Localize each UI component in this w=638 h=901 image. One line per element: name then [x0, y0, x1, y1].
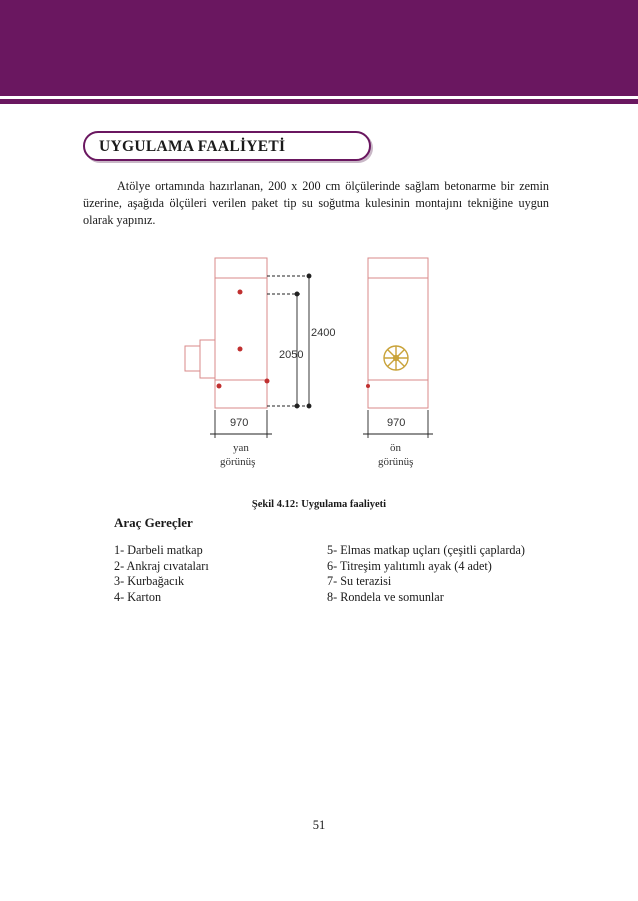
side-view-side-panel — [200, 340, 215, 378]
side-view-label-1: yan — [233, 442, 249, 454]
list-item: 8- Rondela ve somunlar — [327, 589, 444, 604]
list-item: 1- Darbeli matkap — [114, 543, 203, 557]
fan-wheel-icon — [384, 346, 408, 370]
front-view-body — [368, 278, 428, 408]
bolt-marker — [366, 384, 370, 388]
page-number: 51 — [312, 818, 326, 832]
front-view-label-1: ön — [390, 442, 401, 454]
side-view-side-box — [185, 346, 200, 371]
header-band — [0, 0, 638, 96]
tools-heading: Araç Gereçler — [114, 515, 193, 530]
bolt-marker — [238, 347, 243, 352]
list-item: 7- Su terazisi — [327, 574, 392, 588]
side-view-top-section — [215, 258, 267, 278]
tools-list — [114, 543, 554, 605]
section-title-pill — [83, 131, 371, 161]
section-title: UYGULAMA FAALİYETİ — [99, 138, 286, 155]
bolt-marker — [217, 384, 222, 389]
front-view-top-section — [368, 258, 428, 278]
side-view-body — [215, 278, 267, 408]
intro-paragraph: Atölye ortamında hazırlanan, 200 x 200 cm ölçülerinde sağlam betonarme bir zemin üzerine, aşağıda ölçüleri verilen paket tip su soğutma kulesinin montajını tekniğine uygun olarak yapınız. — [83, 179, 549, 227]
bolt-marker — [238, 290, 243, 295]
figure-caption: Şekil 4.12: Uygulama faaliyeti — [251, 499, 387, 510]
list-item: 2- Ankraj cıvataları — [114, 558, 209, 573]
list-item: 3- Kurbağacık — [114, 574, 185, 588]
dim-label-2400: 2400 — [311, 327, 336, 339]
list-item: 4- Karton — [114, 589, 162, 604]
dim-label-2050: 2050 — [279, 349, 304, 361]
dim-label-side-width: 970 — [230, 417, 249, 429]
header-rule — [0, 99, 638, 104]
list-item: 5- Elmas matkap uçları (çeşitli çaplarda) — [327, 543, 525, 557]
list-item: 6- Titreşim yalıtımlı ayak (4 adet) — [327, 558, 492, 573]
front-view-label-2: görünüş — [378, 456, 414, 468]
cooling-tower-drawing — [170, 248, 470, 483]
bolt-marker — [265, 379, 270, 384]
dim-label-front-width: 970 — [387, 417, 406, 429]
side-view-label-2: görünüş — [220, 456, 256, 468]
